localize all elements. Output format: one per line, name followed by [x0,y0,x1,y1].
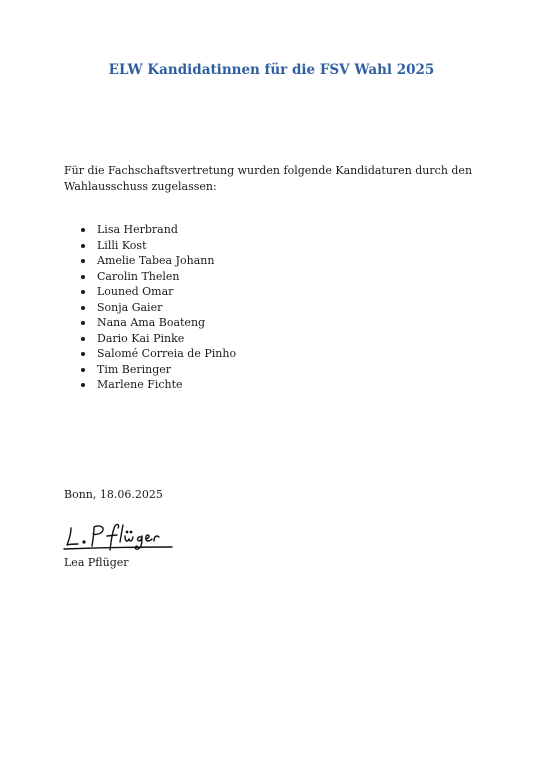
candidate-item [64,377,236,393]
bullet-icon [81,290,85,294]
candidate-item [64,346,236,362]
place-date: Bonn, 18.06.2025 [64,488,163,501]
bullet-icon [81,275,85,279]
candidate-name: Carolin Thelen [97,269,180,283]
candidate-name: Dario Kai Pinke [97,331,185,345]
handwritten-signature [62,520,174,554]
candidate-item [64,238,236,254]
candidate-name: Amelie Tabea Johann [97,254,215,267]
candidate-name: Salomé Correia de Pinho [97,347,237,360]
bullet-icon [81,306,85,310]
candidate-item [64,253,236,269]
bullet-icon [81,383,85,387]
candidate-item [64,362,236,378]
bullet-icon [81,368,85,372]
candidate-item [64,284,236,300]
candidate-name: Lilli Kost [97,238,147,252]
bullet-icon [81,321,85,325]
candidate-item [64,222,236,238]
signer-name: Lea Pflüger [64,556,129,569]
bullet-icon [81,259,85,263]
bullet-icon [81,352,85,356]
candidate-name: Louned Omar [97,285,174,298]
candidate-list [64,222,236,393]
candidate-item [64,300,236,316]
candidate-item [64,269,236,285]
candidate-name: Nana Ama Boateng [97,316,206,329]
candidate-name: Tim Beringer [97,362,172,376]
candidate-name: Sonja Gaier [97,300,163,314]
candidate-name: Marlene Fichte [97,378,183,391]
candidate-name: Lisa Herbrand [97,223,178,236]
candidate-item [64,315,236,331]
bullet-icon [81,337,85,341]
bullet-icon [81,244,85,248]
bullet-icon [81,228,85,232]
intro-paragraph: Für die Fachschaftsvertretung wurden folgende Kandidaturen durch den Wahlausschuss zugelassen: [64,164,473,193]
candidate-item [64,331,236,347]
document-title: ELW Kandidatinnen für die FSV Wahl 2025 [108,62,435,78]
